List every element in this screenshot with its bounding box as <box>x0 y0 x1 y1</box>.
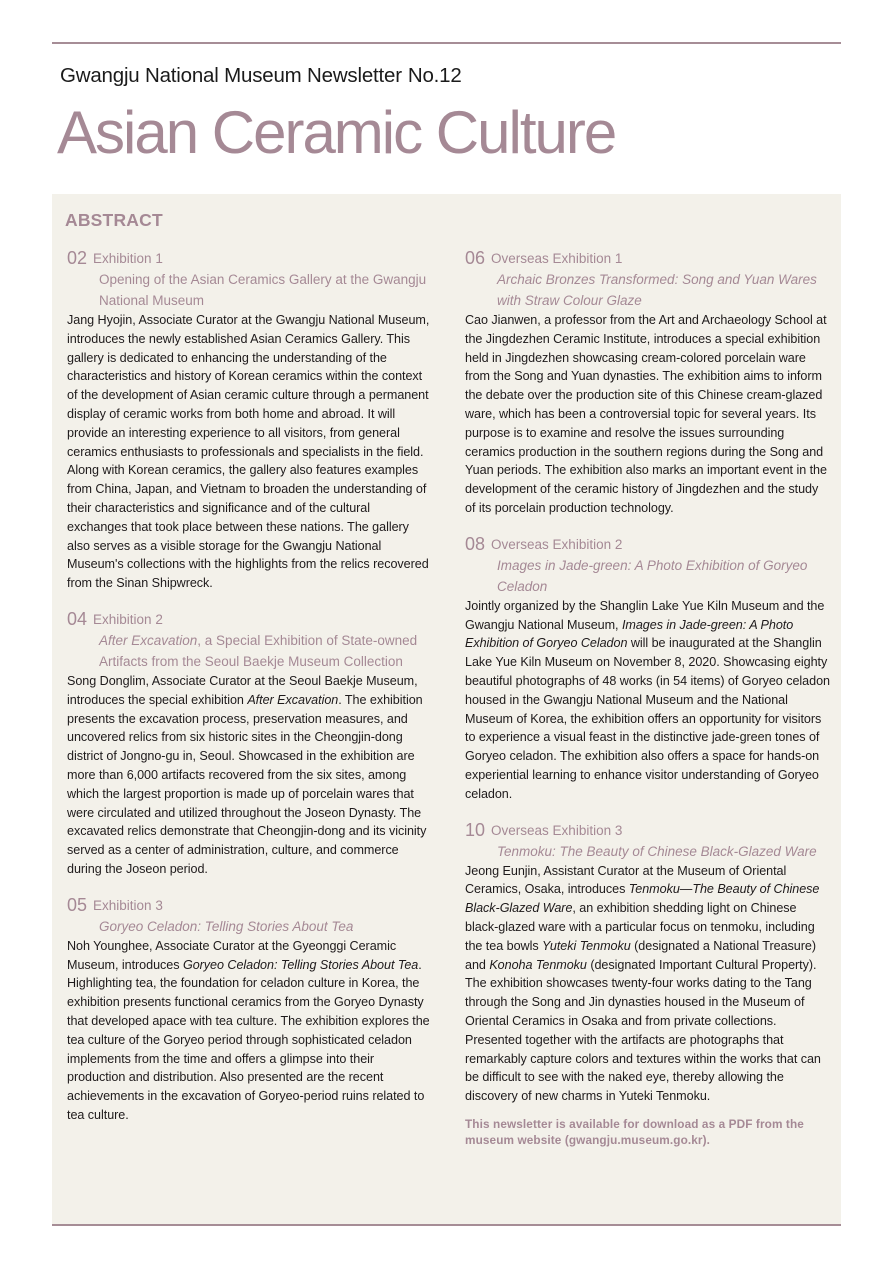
body-text: . Highlighting tea, the foundation for celadon culture in Korea, the exhibition presents functional ceramics from the Goryeo Dynasty that developed apace with tea culture. The exhibition explores the tea culture of the Goryeo period through sophisticated celadon implements from the time and offers a glimpse into their production and distribution. Also presented are the recent achievements in the excavation of Goryeo-period ruins related to tea culture. <box>67 957 430 1122</box>
entry-header <box>67 609 432 630</box>
entry-10 <box>465 820 830 1148</box>
issue-number: No.12 <box>407 64 462 87</box>
entry-title-italic: Archaic Bronzes Transformed: Song and Yuan Wares with Straw Colour Glaze <box>497 272 817 308</box>
body-italic: Images in Jade-green: A Photo Exhibition of Goryeo Celadon <box>465 617 794 651</box>
body-text: (designated a National Treasure) and <box>465 938 816 972</box>
body-text: (designated Important Cultural Property). The exhibition showcases twenty-four works dating to the Tang through the Song and Jin dynasties housed in the Museum of Oriental Ceramics in Osaka and from private collections. Presented together with the artifacts are photographs that remarkably capture colors and textures within the works that can be difficult to see with the naked eye, thereby allowing the discovery of new charms in Yuteki Tenmoku. <box>465 957 821 1104</box>
newsletter-name: Gwangju National Museum Newsletter <box>60 64 402 87</box>
entry-title <box>465 269 830 311</box>
body-text: will be inaugurated at the Shanglin Lake Yue Kiln Museum on November 8, 2020. Showcasing eighty beautiful photographs of 48 works (in 54 items) of Goryeo celadon housed in the Gwangju National Museum and the National Museum of Korea, the exhibition offers an opportunity for visitors to experience a visual feast in the distinctive jade-green tones of Goryeo celadon. The exhibition also offers a space for hands-on experiential learning to enhance visitor understanding of Goryeo celadon. <box>465 636 830 801</box>
entry-05 <box>67 895 432 1125</box>
body-text: Song Donglim, Associate Curator at the Seoul Baekje Museum, introduces the special exhibition <box>67 673 418 707</box>
entry-category: Exhibition 2 <box>93 611 163 627</box>
download-note: This newsletter is available for download as a PDF from the museum website (gwangju.museum.go.kr). <box>465 1116 804 1147</box>
entry-body: Jang Hyojin, Associate Curator at the Gwangju National Museum, introduces the newly established Asian Ceramics Gallery. This gallery is dedicated to enhancing the understanding of the characteristics and history of Korean ceramics within the context of the development of Asian ceramic culture through a permanent display of ceramic works from both home and abroad. It will provide an interesting experience to all visitors, from general ceramics enthusiasts to professionals and specialists in the field. Along with Korean ceramics, the gallery also features examples from China, Japan, and Vietnam to broaden the understanding of their characteristics and significance and of the cultural exchanges that took place between these nations. The gallery also serves as a visible storage for the Gwangju National Museum's collections with the highlights from the relics recovered from the Sinan Shipwreck. <box>67 313 430 591</box>
body-text: Noh Younghee, Associate Curator at the Gyeonggi Ceramic Museum, introduces <box>67 938 397 972</box>
entry-category: Overseas Exhibition 3 <box>491 822 623 838</box>
entry-header <box>465 534 830 555</box>
entry-title <box>465 841 830 862</box>
entry-08 <box>465 534 830 804</box>
page-number: 04 <box>67 608 88 629</box>
page-number: 10 <box>465 819 486 840</box>
newsletter-header <box>60 64 462 88</box>
entry-header <box>67 895 432 916</box>
page-number: 08 <box>465 533 486 554</box>
abstract-heading: ABSTRACT <box>65 210 163 230</box>
body-italic: Yuteki Tenmoku <box>542 938 631 953</box>
entry-title-italic: Images in Jade-green: A Photo Exhibition of Goryeo Celadon <box>497 557 808 594</box>
page-number: 02 <box>67 248 88 268</box>
body-italic: Goryeo Celadon: Telling Stories About Tea <box>182 957 419 972</box>
entry-title <box>67 630 432 672</box>
entry-body: Cao Jianwen, a professor from the Art and Archaeology School at the Jingdezhen Ceramic Institute, introduces a special exhibition held in Jingdezhen showcasing cream-colored porcelain ware from the Song and Yuan dynasties. The exhibition aims to inform the debate over the production site of this Chinese cream-glazed ware, which has been a controversial topic for several years. Its purpose is to examine and resolve the issues surrounding ceramics production in the southern regions during the Song and Yuan periods. The exhibition also marks an important event in the development of the ceramic history of Jingdezhen and the study of its porcelain production technology. <box>465 313 827 515</box>
body-text: Jointly organized by the Shanglin Lake Yue Kiln Museum and the Gwangju National Museum, <box>465 598 825 632</box>
page-number: 06 <box>465 248 486 268</box>
body-italic: Konoha Tenmoku <box>489 957 587 972</box>
entry-02 <box>67 248 432 593</box>
entry-title: Opening of the Asian Ceramics Gallery at the Gwangju National Museum <box>99 272 427 308</box>
entry-header <box>465 820 830 841</box>
entry-title-italic: Goryeo Celadon: Telling Stories About Tea <box>99 918 354 934</box>
entry-body <box>67 672 432 879</box>
entry-category: Overseas Exhibition 1 <box>491 251 623 266</box>
entry-title-rest: , a Special Exhibition of State-owned Artifacts from the Seoul Baekje Museum Collection <box>99 632 418 669</box>
body-text: . The exhibition presents the excavation process, preservation measures, and uncovered relics from six historic sites in the Cheongjin-dong district of Jongno-gu in, Seoul. Showcased in the exhibition are more than 6,000 artifacts recovered from the six sites, among which the largest proportion is made up of porcelain wares that were circulated and utilized throughout the Joseon Dynasty. The excavated relics demonstrate that Cheongjin-dong and its vicinity served as a center of administration, culture, and commerce during the Joseon period. <box>67 692 427 876</box>
bottom-rule <box>52 1224 841 1226</box>
page-title: Asian Ceramic Culture <box>57 99 616 166</box>
top-rule <box>52 42 841 44</box>
entry-header <box>67 248 432 269</box>
body-italic: Tenmoku—The Beauty of Chinese Black-Glazed Ware <box>465 882 820 916</box>
entry-category: Exhibition 1 <box>93 251 163 266</box>
entry-04 <box>67 609 432 879</box>
body-text: Jeong Eunjin, Assistant Curator at the Museum of Oriental Ceramics, Osaka, introduces <box>465 863 787 897</box>
entry-title-italic: After Excavation <box>99 632 198 648</box>
right-column <box>465 248 830 1164</box>
body-text: , an exhibition shedding light on Chinese black-glazed ware with a particular focus on tenmoku, including the tea bowls <box>465 901 815 953</box>
body-italic: After Excavation <box>247 692 339 707</box>
entry-title-italic: Tenmoku: The Beauty of Chinese Black-Glazed Ware <box>497 843 817 859</box>
entry-body <box>465 597 830 804</box>
left-column <box>67 248 432 1141</box>
entry-category: Overseas Exhibition 2 <box>491 536 623 552</box>
entry-body <box>67 937 432 1125</box>
page-number: 05 <box>67 894 88 915</box>
entry-title <box>67 916 432 937</box>
entry-header <box>465 248 830 269</box>
entry-body <box>465 862 830 1106</box>
entry-06 <box>465 248 830 518</box>
entry-category: Exhibition 3 <box>93 897 163 913</box>
entry-title <box>465 555 830 597</box>
